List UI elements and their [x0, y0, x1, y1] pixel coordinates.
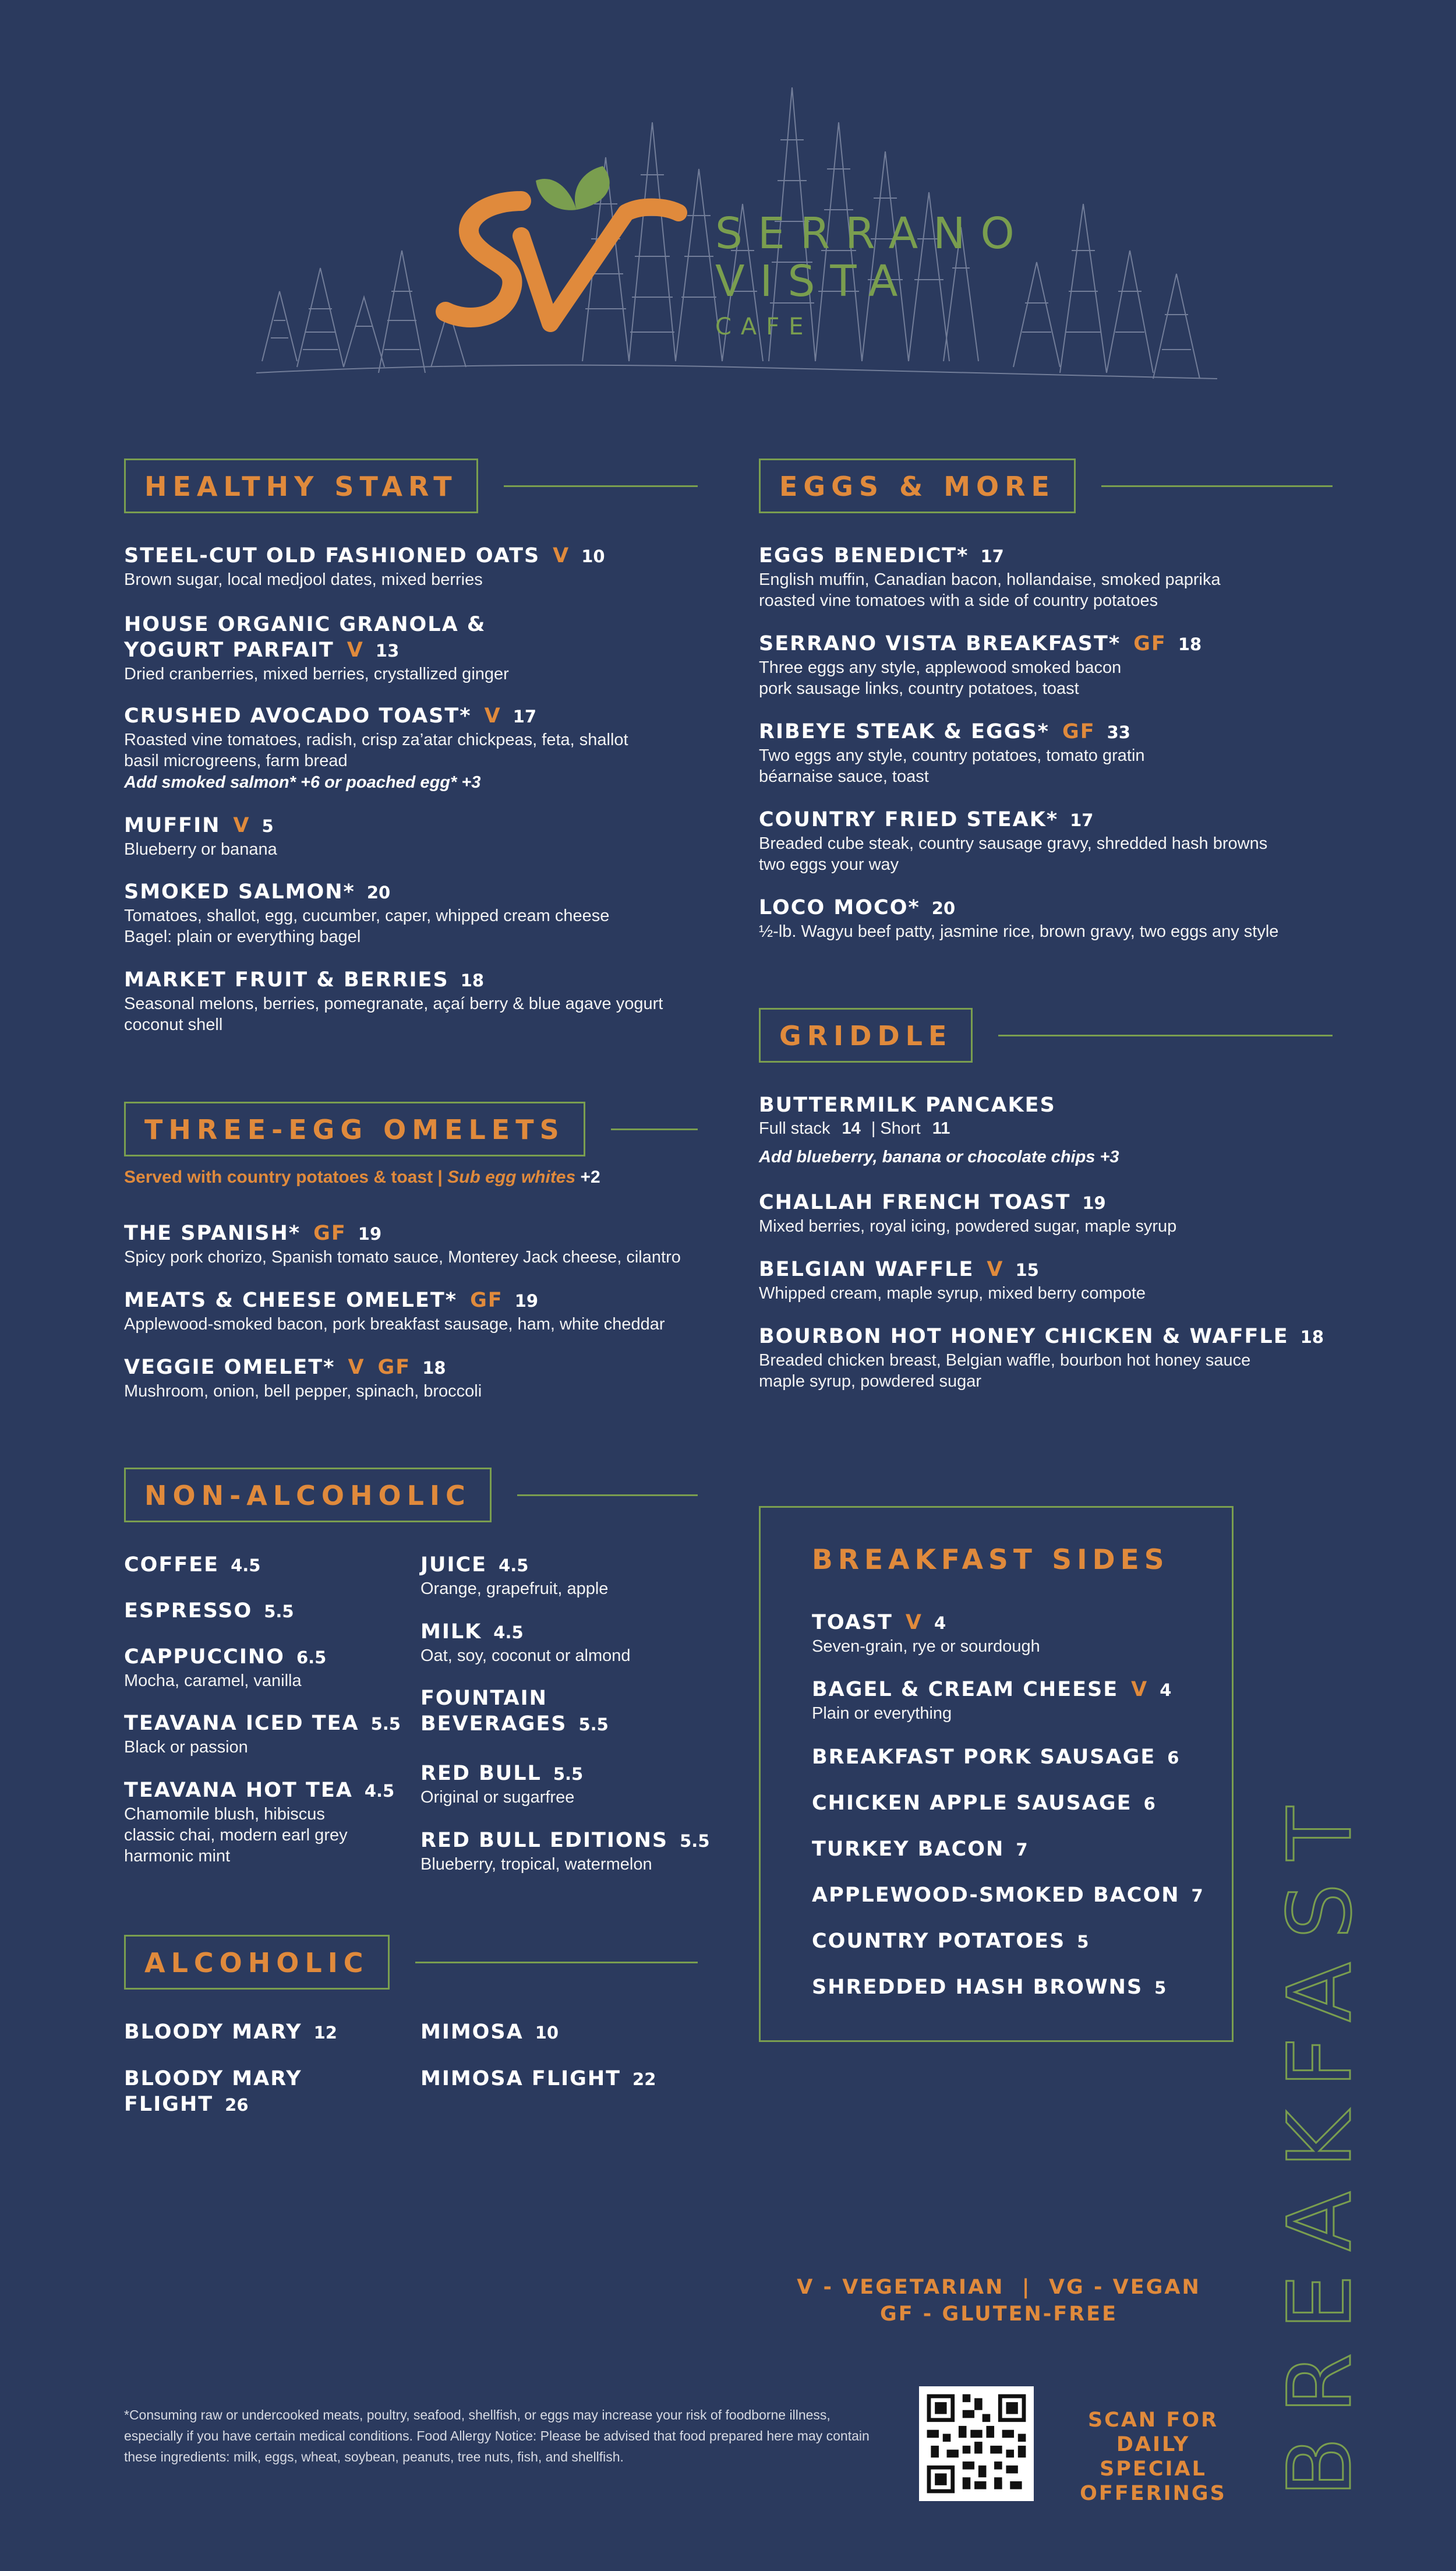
item-name: TEAVANA ICED TEA [124, 1712, 359, 1735]
item-name: MIMOSA [420, 2020, 524, 2044]
diet-tag: V [1131, 1678, 1148, 1701]
item-name: MUFFIN [124, 814, 221, 837]
menu-item [124, 1778, 394, 1867]
item-name: TEAVANA HOT TEA [124, 1779, 353, 1802]
item-addon: Add smoked salmon* +6 or poached egg* +3 [124, 773, 481, 792]
menu-item [759, 1092, 1119, 1168]
breakfast-sides-panel [759, 1506, 1234, 2042]
item-name: MILK [420, 1620, 482, 1644]
menu-item [812, 1790, 1155, 1817]
item-name: SMOKED SALMON* [124, 880, 355, 904]
menu-item [124, 1644, 326, 1691]
section-title: GRIDDLE [759, 1008, 973, 1063]
item-price: 19 [358, 1224, 382, 1244]
item-name: BUTTERMILK PANCAKES [759, 1094, 1056, 1117]
brand-line-2: VISTA [715, 256, 913, 306]
section-rule [504, 485, 698, 487]
item-name-line-2: BEVERAGES [420, 1712, 567, 1736]
item-price: 10 [535, 2023, 559, 2043]
section-rule [517, 1494, 698, 1496]
diet-tag: V [484, 704, 501, 728]
diet-tag: GF [1133, 632, 1167, 655]
item-price: 18 [1300, 1327, 1324, 1347]
item-price: 11 [932, 1119, 950, 1138]
menu-item [759, 807, 1267, 875]
item-description: béarnaise sauce, toast [759, 767, 929, 786]
item-description: Mushroom, onion, bell pepper, spinach, broccoli [124, 1382, 482, 1401]
item-price: 19 [514, 1291, 539, 1311]
item-price: 22 [632, 2069, 656, 2089]
griddle-header [759, 1008, 1333, 1063]
item-name: BELGIAN WAFFLE [759, 1258, 974, 1281]
section-title: NON-ALCOHOLIC [124, 1468, 492, 1522]
scan-call-to-action [1066, 2408, 1241, 2506]
item-name: TURKEY BACON [812, 1838, 1005, 1861]
item-price: 4 [1160, 1680, 1172, 1700]
item-name: CHALLAH FRENCH TOAST [759, 1191, 1071, 1214]
section-title: THREE-EGG OMELETS [124, 1102, 585, 1156]
item-description: Blueberry or banana [124, 840, 277, 859]
item-description: Seasonal melons, berries, pomegranate, açaí berry & blue agave yogurt [124, 994, 663, 1013]
menu-item [420, 1619, 631, 1666]
item-price: 5 [1077, 1932, 1089, 1952]
item-price: 5.5 [264, 1602, 294, 1621]
item-name: RIBEYE STEAK & EGGS* [759, 720, 1049, 743]
subtitle-price: +2 [580, 1168, 600, 1187]
item-name: MIMOSA FLIGHT [420, 2067, 621, 2090]
item-price: 6 [1143, 1794, 1155, 1814]
menu-item [812, 1882, 1203, 1909]
item-price: 17 [1070, 810, 1094, 830]
menu-item [124, 1711, 401, 1758]
item-name: MARKET FRUIT & BERRIES [124, 968, 449, 992]
menu-item [124, 1288, 665, 1335]
item-price: 5.5 [680, 1831, 710, 1851]
item-name-line-2: YOGURT PARFAIT [124, 639, 334, 662]
item-description: Brown sugar, local medjool dates, mixed berries [124, 570, 483, 589]
item-price: 12 [313, 2023, 337, 2043]
item-description: maple syrup, powdered sugar [759, 1372, 982, 1391]
item-description: Orange, grapefruit, apple [420, 1579, 609, 1598]
item-price: 6 [1167, 1748, 1179, 1768]
item-price: 5.5 [553, 1764, 584, 1784]
item-description: Mixed berries, royal icing, powdered sugar, maple syrup [759, 1217, 1177, 1236]
item-price: 4.5 [493, 1623, 524, 1642]
item-description: Tomatoes, shallot, egg, cucumber, caper, whipped cream cheese [124, 907, 610, 925]
item-price: 7 [1191, 1886, 1203, 1906]
item-name: CRUSHED AVOCADO TOAST* [124, 704, 472, 728]
item-description: basil microgreens, farm bread [124, 752, 348, 770]
scan-line-2: DAILY SPECIAL [1100, 2433, 1207, 2481]
brand-line-3: CAFE [715, 313, 813, 340]
menu-item [124, 813, 277, 860]
menu-item [759, 895, 1278, 942]
item-description: ½-lb. Wagyu beef patty, jasmine rice, brown gravy, two eggs any style [759, 922, 1279, 941]
diet-tag: GF [377, 1356, 411, 1379]
section-title: ALCOHOLIC [124, 1935, 390, 1990]
item-name: SERRANO VISTA BREAKFAST* [759, 632, 1121, 655]
item-description: Black or passion [124, 1738, 248, 1757]
subtitle-option: Sub egg whites [447, 1168, 576, 1187]
item-price: 5 [261, 816, 274, 836]
item-price: 4.5 [364, 1781, 395, 1801]
item-description: Dried cranberries, mixed berries, crystallized ginger [124, 665, 509, 683]
section-rule [998, 1035, 1333, 1036]
item-name: APPLEWOOD-SMOKED BACON [812, 1884, 1180, 1907]
item-price: 4.5 [231, 1556, 261, 1575]
item-description: Original or sugarfree [420, 1788, 575, 1807]
subtitle-text: Served with country potatoes & toast | [124, 1168, 448, 1187]
item-description: Mocha, caramel, vanilla [124, 1671, 302, 1690]
item-description: Spicy pork chorizo, Spanish tomato sauce, Monterey Jack cheese, cilantro [124, 1248, 681, 1267]
item-price: 14 [842, 1119, 861, 1138]
item-description: Chamomile blush, hibiscus [124, 1805, 325, 1824]
brand-line-1: SERRANO [715, 209, 1030, 259]
menu-item [812, 1974, 1166, 2001]
menu-item [420, 1761, 583, 1808]
item-description: Breaded chicken breast, Belgian waffle, bourbon hot honey sauce [759, 1351, 1251, 1370]
item-name: BOURBON HOT HONEY CHICKEN & WAFFLE [759, 1325, 1289, 1348]
item-price: 5 [1154, 1978, 1167, 1998]
menu-item [124, 1552, 260, 1578]
item-name: TOAST [812, 1611, 893, 1634]
item-price: 10 [581, 546, 605, 566]
item-price: 17 [980, 546, 1004, 566]
menu-item [420, 1828, 710, 1875]
item-description: classic chai, modern earl grey [124, 1826, 348, 1845]
item-description: Roasted vine tomatoes, radish, crisp za’atar chickpeas, feta, shallot [124, 731, 628, 749]
item-description: Plain or everything [812, 1704, 952, 1723]
item-name: COFFEE [124, 1553, 220, 1577]
item-price: 15 [1015, 1260, 1039, 1280]
menu-item [759, 1190, 1176, 1237]
section-title: BREAKFAST SIDES [812, 1544, 1169, 1576]
section-rule [611, 1128, 698, 1130]
menu-item [124, 1221, 681, 1268]
item-name: HOUSE ORGANIC GRANOLA & [124, 613, 486, 636]
item-description: coconut shell [124, 1015, 223, 1034]
omelets-subtitle [124, 1166, 600, 1189]
item-price: 18 [422, 1358, 446, 1378]
menu-item [124, 2019, 337, 2045]
item-description: Seven-grain, rye or sourdough [812, 1637, 1040, 1656]
menu-item [124, 967, 663, 1035]
item-name: COUNTRY POTATOES [812, 1930, 1066, 1953]
item-price: 18 [460, 971, 485, 990]
section-title: HEALTHY START [124, 459, 478, 513]
item-name: EGGS BENEDICT* [759, 544, 969, 567]
healthy-start-header [124, 459, 698, 513]
diet-tag: V [347, 639, 364, 662]
diet-tag: GF [470, 1289, 503, 1312]
menu-item [124, 1598, 294, 1624]
menu-item [812, 1928, 1089, 1955]
sv-monogram-logo [434, 149, 690, 347]
item-name: BLOODY MARY [124, 2067, 302, 2090]
legend-line-1: V - VEGETARIAN | VG - VEGAN [797, 2276, 1201, 2299]
portion-label: | Short [871, 1119, 921, 1138]
qr-code-icon[interactable] [919, 2386, 1034, 2501]
diet-tag: GF [313, 1222, 347, 1245]
menu-item [759, 1324, 1324, 1392]
item-price: 4.5 [499, 1556, 529, 1575]
menu-item [420, 2019, 559, 2045]
item-name: LOCO MOCO* [759, 896, 920, 919]
menu-item [812, 1677, 1171, 1724]
menu-item [124, 703, 628, 793]
item-price: 13 [375, 641, 400, 661]
menu-item [124, 2066, 302, 2118]
item-name: BLOODY MARY [124, 2020, 302, 2044]
alcoholic-header [124, 1935, 698, 1990]
menu-item [759, 1257, 1146, 1304]
item-price: 6.5 [296, 1648, 327, 1667]
item-addon: Add blueberry, banana or chocolate chips +3 [759, 1148, 1119, 1166]
item-name: JUICE [420, 1553, 487, 1577]
item-price: 26 [225, 2095, 249, 2115]
item-price: 4 [934, 1613, 946, 1633]
menu-item [124, 612, 509, 685]
legend-line-2: GF - GLUTEN-FREE [879, 2302, 1118, 2326]
diet-tag: GF [1062, 720, 1095, 743]
menu-item [124, 1355, 482, 1402]
item-name: RED BULL EDITIONS [420, 1829, 669, 1852]
item-price: 17 [513, 707, 537, 726]
item-name: BREAKFAST PORK SAUSAGE [812, 1745, 1156, 1769]
item-description: roasted vine tomatoes with a side of country potatoes [759, 591, 1158, 610]
menu-item [759, 543, 1221, 611]
item-description: Applewood-smoked bacon, pork breakfast sausage, ham, white cheddar [124, 1315, 665, 1334]
menu-item [124, 879, 609, 947]
item-name: CHICKEN APPLE SAUSAGE [812, 1791, 1132, 1815]
item-name: MEATS & CHEESE OMELET* [124, 1289, 458, 1312]
omelets-header [124, 1102, 698, 1156]
item-description: Oat, soy, coconut or almond [420, 1646, 631, 1665]
breakfast-vertical-title: BREAKFAST [1270, 1783, 1371, 2497]
eggs-more-header [759, 459, 1333, 513]
item-price: 5.5 [370, 1714, 401, 1734]
item-price: 20 [931, 898, 956, 918]
brand-wordmark [715, 210, 1030, 340]
section-rule [415, 1962, 698, 1963]
item-name: COUNTRY FRIED STEAK* [759, 808, 1059, 831]
menu-item [420, 1552, 608, 1599]
item-name: BAGEL & CREAM CHEESE [812, 1678, 1119, 1701]
item-price: 18 [1178, 634, 1202, 654]
allergy-notice: *Consuming raw or undercooked meats, poultry, seafood, shellfish, or eggs may increase your risk of foodborne illness, especially if you have certain medical conditions. Food Allergy Notice: Please be advised that food prepared here may contain these ingredients: milk, eggs, wheat, soybean, peanuts, tree nuts, fish, and shellfish. [124, 2407, 870, 2464]
item-name: VEGGIE OMELET* [124, 1356, 335, 1379]
item-description: Bagel: plain or everything bagel [124, 927, 361, 946]
item-price: 5.5 [578, 1715, 609, 1734]
item-description: English muffin, Canadian bacon, hollandaise, smoked paprika [759, 570, 1221, 589]
item-name: STEEL-CUT OLD FASHIONED OATS [124, 544, 540, 567]
diet-tag: V [233, 814, 250, 837]
diet-tag: V [987, 1258, 1004, 1281]
item-description: Whipped cream, maple syrup, mixed berry compote [759, 1284, 1146, 1303]
item-description: two eggs your way [759, 855, 899, 874]
diet-legend [757, 2274, 1241, 2327]
item-price: 19 [1082, 1193, 1106, 1213]
item-description: harmonic mint [124, 1847, 231, 1865]
diet-tag: V [905, 1611, 923, 1634]
item-description: Three eggs any style, applewood smoked bacon [759, 658, 1122, 677]
item-name: CAPPUCCINO [124, 1645, 285, 1669]
item-description: pork sausage links, country potatoes, toast [759, 679, 1079, 698]
item-price: 7 [1016, 1840, 1028, 1860]
diet-tag: V [553, 544, 570, 567]
scan-line-3: OFFERINGS [1080, 2482, 1227, 2505]
item-name: RED BULL [420, 1762, 542, 1785]
item-name: ESPRESSO [124, 1599, 253, 1623]
diet-tag: V [348, 1356, 365, 1379]
item-name-line-2: FLIGHT [124, 2093, 214, 2116]
item-name: THE SPANISH* [124, 1222, 301, 1245]
menu-item [759, 719, 1145, 787]
item-description: Blueberry, tropical, watermelon [420, 1855, 652, 1874]
section-title: EGGS & MORE [759, 459, 1076, 513]
menu-item [812, 1836, 1028, 1863]
menu-item [124, 543, 605, 590]
menu-item [759, 631, 1201, 699]
item-name: SHREDDED HASH BROWNS [812, 1976, 1143, 1999]
non-alcoholic-header [124, 1468, 698, 1522]
menu-item [420, 2066, 656, 2092]
item-description: Two eggs any style, country potatoes, tomato gratin [759, 746, 1145, 765]
item-price: 33 [1107, 722, 1130, 742]
menu-item [812, 1610, 1040, 1657]
menu-item [420, 1685, 609, 1737]
item-name: FOUNTAIN [420, 1687, 547, 1710]
section-rule [1101, 485, 1333, 487]
scan-line-1: SCAN FOR [1087, 2408, 1219, 2432]
item-price: 20 [366, 883, 391, 902]
portion-label: Full stack [759, 1119, 831, 1138]
menu-item [812, 1744, 1179, 1771]
item-description: Breaded cube steak, country sausage gravy, shredded hash browns [759, 834, 1268, 853]
